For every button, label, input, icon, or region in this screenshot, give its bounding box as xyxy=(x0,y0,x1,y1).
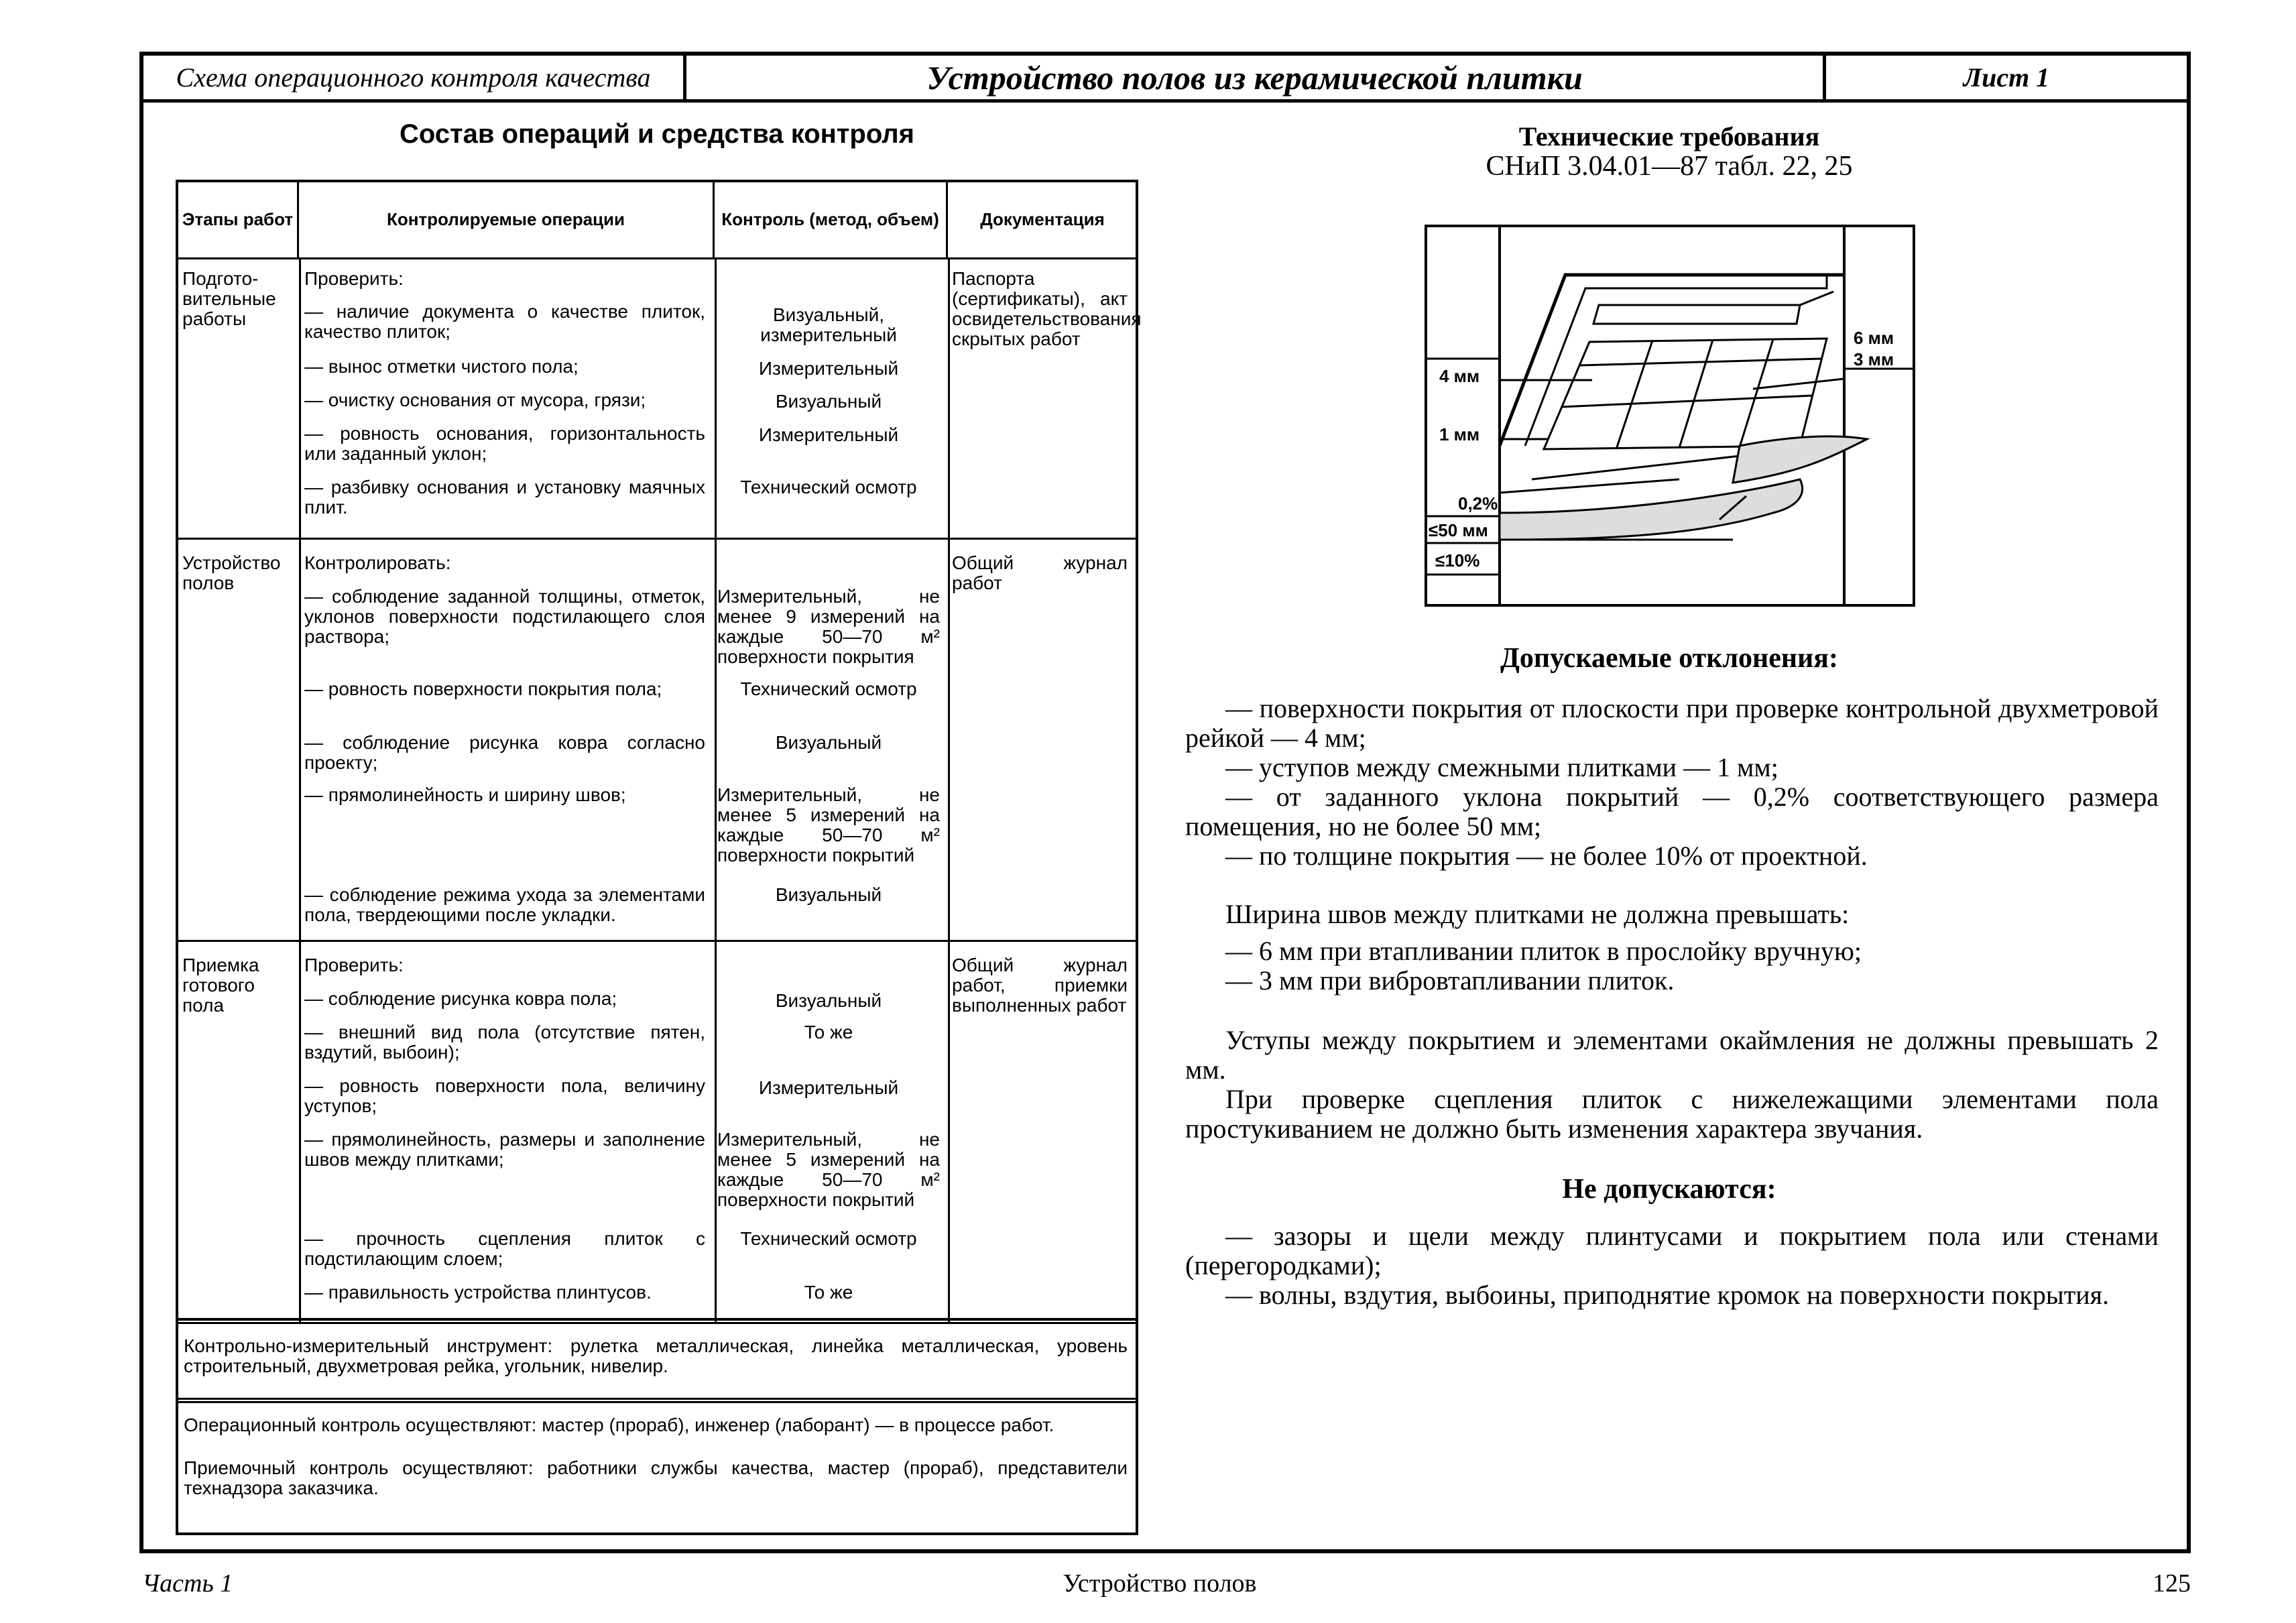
header-scheme-name: Схема операционного контроля качества xyxy=(143,56,686,99)
control-method: Измерительный xyxy=(758,358,899,379)
control-method: Визуальный xyxy=(775,884,882,905)
adhesion-check-note: При проверке сцепления плиток с нижележащими элементами пола простукиванием не должно быть изменения характера звучания. xyxy=(1185,1084,2159,1144)
column-header-documentation: Документация xyxy=(980,209,1105,230)
table-footer-box xyxy=(176,1319,1138,1535)
footer-chapter: Устройство полов xyxy=(1063,1569,1257,1598)
control-method: Технический осмотр xyxy=(740,678,917,699)
label-1mm: 1 мм xyxy=(1439,424,1480,444)
deviation-item: — поверхности покрытия от плоскости при проверке контрольной двухметровой рейкой — 4 мм; xyxy=(1185,693,2159,753)
operation-item: — соблюдение рисунка ковра пола; xyxy=(304,988,617,1009)
deviation-item: — уступов между смежными плитками — 1 мм; xyxy=(1225,752,1778,782)
deviations-title: Допускаемые отклонения: xyxy=(1500,643,1838,674)
control-method: Измерительный xyxy=(758,424,899,445)
control-method: То же xyxy=(804,1022,853,1042)
control-method: Измерительный, не менее 5 измерений на каждые 50—70 м² поверхности покрытий xyxy=(717,784,940,865)
label-4mm: 4 мм xyxy=(1439,366,1480,386)
column-header-control: Контроль (метод, объем) xyxy=(715,182,948,257)
header-sheet-number: Лист 1 xyxy=(1963,62,2050,93)
operation-item: — прямолинейность и ширину швов; xyxy=(304,784,626,805)
header-document-title: Устройство полов из керамической плитки xyxy=(686,56,1826,99)
control-method: Измерительный xyxy=(758,1077,899,1098)
deviation-item: — по толщине покрытия — не более 10% от проектной. xyxy=(1225,841,1868,871)
column-header-stages: Этапы работ xyxy=(178,182,299,257)
operational-control-note: Операционный контроль осуществляют: мастер (прораб), инженер (лаборант) — в процессе работ. xyxy=(184,1415,1054,1435)
label-6mm: 6 мм xyxy=(1854,328,1894,348)
operation-item: — правильность устройства плинтусов. xyxy=(304,1282,652,1303)
operation-item: — ровность поверхности покрытия пола; xyxy=(304,678,662,699)
documentation-cell: Паспорта (сертификаты), акт освидетельствования скрытых работ xyxy=(952,268,1142,349)
seam-width-intro: Ширина швов между плитками не должна превышать: xyxy=(1225,899,1850,929)
control-method: Измерительный, не менее 5 измерений на каждые 50—70 м² поверхности покрытий xyxy=(717,1129,940,1210)
label-0-2-percent: 0,2% xyxy=(1458,493,1498,514)
column-header-operations: Контролируемые операции xyxy=(299,182,715,257)
stage-intro: Контролировать: xyxy=(304,552,451,573)
control-method: Визуальный xyxy=(775,732,882,753)
tech-requirements-reference: СНиП 3.04.01—87 табл. 22, 25 xyxy=(1486,151,1853,182)
operation-item: — соблюдение рисунка ковра согласно проекту; xyxy=(304,732,705,773)
not-allowed-item: — зазоры и щели между плинтусами и покрытием пола или стенами (перегородками); xyxy=(1185,1221,2159,1280)
instruments-note: Контрольно-измерительный инструмент: рулетка металлическая, линейка металлическая, уровень строительный, двухметровая рейка, угольник, нивелир. xyxy=(184,1335,1128,1376)
operations-section-title: Состав операций и средства контроля xyxy=(399,119,915,149)
documentation-cell: Общий журнал работ, приемки выполненных работ xyxy=(952,955,1128,1016)
label-3mm: 3 мм xyxy=(1854,349,1894,369)
operation-item: — соблюдение режима ухода за элементами пола, твердеющими после укладки. xyxy=(304,884,705,925)
operation-item: — ровность основания, горизонтальность или заданный уклон; xyxy=(304,423,705,464)
operation-item: — наличие документа о качестве плиток, качество плиток; xyxy=(304,301,705,342)
label-50mm: ≤50 мм xyxy=(1429,520,1488,540)
documentation-cell: Общий журнал работ xyxy=(952,552,1128,593)
stage-acceptance: Приемка готового пола xyxy=(182,955,259,1016)
control-method: Визуальный xyxy=(775,990,882,1011)
operation-item: — соблюдение заданной толщины, отметок, уклонов поверхности подстилающего слоя раствора; xyxy=(304,586,705,647)
operation-item: — ровность поверхности пола, величину уступов; xyxy=(304,1075,705,1116)
title-block xyxy=(143,56,2187,103)
control-method: Визуальный, измерительный xyxy=(760,304,897,345)
stage-intro: Проверить: xyxy=(304,268,404,289)
acceptance-control-note: Приемочный контроль осуществляют: работники службы качества, мастер (прораб), представители технадзора заказчика. xyxy=(184,1457,1128,1498)
operation-item: — разбивку основания и установку маячных плит. xyxy=(304,477,705,518)
stage-flooring: Устройство полов xyxy=(182,552,281,593)
control-method: Технический осмотр xyxy=(740,1228,917,1249)
operation-item: — прочность сцепления плиток с подстилающим слоем; xyxy=(304,1228,705,1269)
control-method: То же xyxy=(804,1282,853,1303)
operation-item: — очистку основания от мусора, грязи; xyxy=(304,389,646,410)
control-method: Технический осмотр xyxy=(740,477,917,497)
stage-preparation: Подгото-вительные работы xyxy=(182,268,276,329)
footer-part: Часть 1 xyxy=(142,1569,233,1598)
not-allowed-item: — волны, вздутия, выбоины, приподнятие кромок на поверхности покрытия. xyxy=(1225,1280,2110,1310)
tech-requirements-title: Технические требования xyxy=(1518,121,1820,152)
table-rule xyxy=(176,1398,1138,1400)
page-number: 125 xyxy=(2153,1569,2191,1598)
deviation-item: — от заданного уклона покрытий — 0,2% соответствующего размера помещения, но не более 50 мм; xyxy=(1185,782,2159,841)
seam-width-item: — 3 мм при вибровтапливании плиток. xyxy=(1225,965,1675,996)
operation-item: — внешний вид пола (отсутствие пятен, вздутий, выбоин); xyxy=(304,1022,705,1063)
seam-width-item: — 6 мм при втапливании плиток в прослойку вручную; xyxy=(1225,936,1862,966)
edging-ledges-note: Уступы между покрытием и элементами окаймления не должны превышать 2 мм. xyxy=(1185,1025,2159,1085)
control-method: Визуальный xyxy=(775,391,882,412)
label-10-percent: ≤10% xyxy=(1435,550,1480,570)
floor-tile-diagram xyxy=(1425,225,1915,607)
stage-intro: Проверить: xyxy=(304,955,404,975)
control-method: Измерительный, не менее 9 измерений на каждые 50—70 м² поверхности покрытия xyxy=(717,586,940,667)
operation-item: — вынос отметки чистого пола; xyxy=(304,356,579,377)
operation-item: — прямолинейность, размеры и заполнение швов между плитками; xyxy=(304,1129,705,1170)
not-allowed-title: Не допускаются: xyxy=(1562,1174,1776,1205)
